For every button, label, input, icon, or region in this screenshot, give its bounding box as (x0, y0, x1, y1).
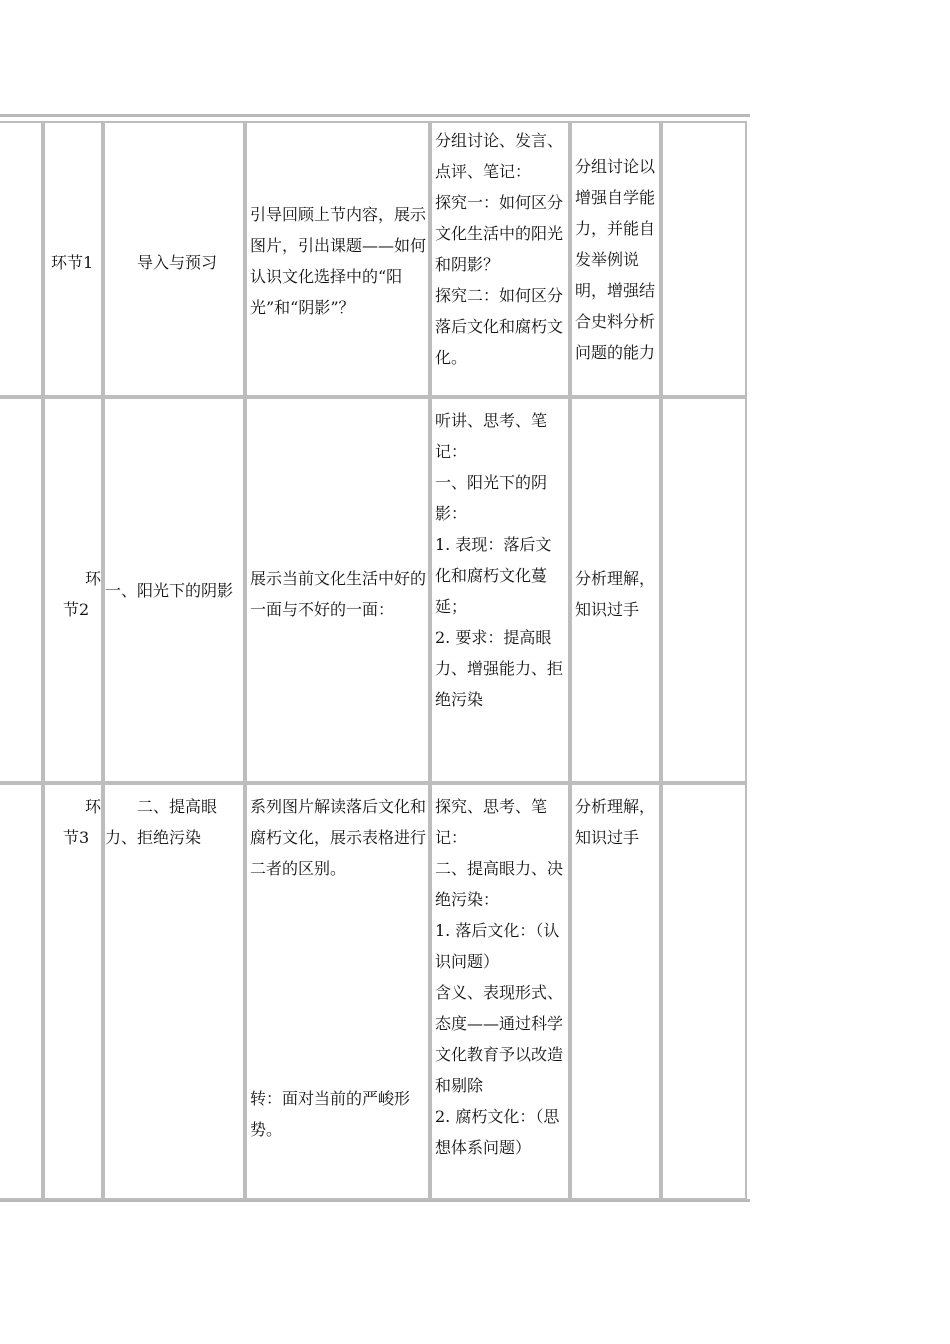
blank-cell (0, 397, 43, 783)
student-activity-line: 1. 落后文化：（认识问题） (435, 921, 560, 971)
content-label: 一、阳光下的阴影 (105, 581, 234, 600)
step-label: 环 (85, 569, 102, 588)
design-intent-text: 分组讨论以增强自学能力，并能自发举例说明，增强结合史料分析问题的能力 (575, 157, 656, 362)
student-activity-line: 探究一：如何区分文化生活中的阳光和阴影？ (435, 193, 564, 274)
step-label: 环 (85, 797, 102, 816)
step-label: 节3 (63, 828, 90, 847)
teacher-activity-text: 展示当前文化生活中好的一面与不好的一面： (250, 569, 427, 619)
student-activity-line: 分组讨论、发言、点评、笔记： (435, 131, 564, 181)
student-activity-cell (430, 121, 570, 397)
student-activity-line: 2. 要求：提高眼力、增强能力、拒绝污染 (435, 628, 564, 709)
design-intent-cell (570, 121, 661, 397)
blank-cell (661, 397, 747, 783)
student-activity-line: 二、提高眼力、决绝污染： (435, 859, 564, 909)
teacher-activity-text: 系列图片解读落后文化和腐朽文化，展示表格进行二者的区别。 (250, 797, 427, 878)
table-row (0, 121, 750, 397)
blank-cell (661, 121, 747, 397)
lesson-table (0, 114, 750, 1202)
blank-cell (0, 121, 43, 397)
teacher-activity-cell (245, 783, 430, 1200)
student-activity-cell (430, 783, 570, 1200)
student-activity-line: 探究二：如何区分落后文化和腐朽文化。 (435, 286, 564, 367)
student-activity-line: 一、阳光下的阴影： (435, 473, 548, 523)
content-label: 二、提高眼 (137, 797, 218, 816)
table-row (0, 783, 750, 1200)
student-activity-line: 听讲、思考、笔记： (435, 411, 548, 461)
design-intent-text: 分析理解，知识过手 (575, 569, 656, 619)
content-label: 导入与预习 (137, 253, 218, 272)
blank-cell (661, 783, 747, 1200)
student-activity-line: 探究、思考、笔记： (435, 797, 548, 847)
design-intent-text: 分析理解，知识过手 (575, 797, 656, 847)
design-intent-cell (570, 783, 661, 1200)
design-intent-cell (570, 397, 661, 783)
blank-cell (0, 783, 43, 1200)
student-activity-line: 1. 表现：落后文化和腐朽文化蔓延； (435, 535, 552, 616)
step-cell (43, 121, 103, 397)
content-cell (103, 783, 245, 1200)
content-label: 力、拒绝污染 (105, 828, 202, 847)
teacher-activity-text: 转：面对当前的严峻形势。 (250, 1089, 411, 1139)
step-label: 环节1 (51, 253, 94, 272)
student-activity-cell (430, 397, 570, 783)
teacher-activity-cell (245, 397, 430, 783)
content-cell (103, 121, 245, 397)
student-activity-line: 含义、表现形式、态度——通过科学文化教育予以改造和剔除 (435, 983, 564, 1095)
step-cell (43, 783, 103, 1200)
student-activity-line: 2. 腐朽文化：（思想体系问题） (435, 1107, 560, 1157)
step-cell (43, 397, 103, 783)
teacher-activity-text: 引导回顾上节内容，展示图片，引出课题——如何认识文化选择中的“阳光”和“阴影”？ (250, 205, 427, 317)
teacher-activity-cell (245, 121, 430, 397)
table-row (0, 397, 750, 783)
step-label: 节2 (63, 600, 90, 619)
content-cell (103, 397, 245, 783)
